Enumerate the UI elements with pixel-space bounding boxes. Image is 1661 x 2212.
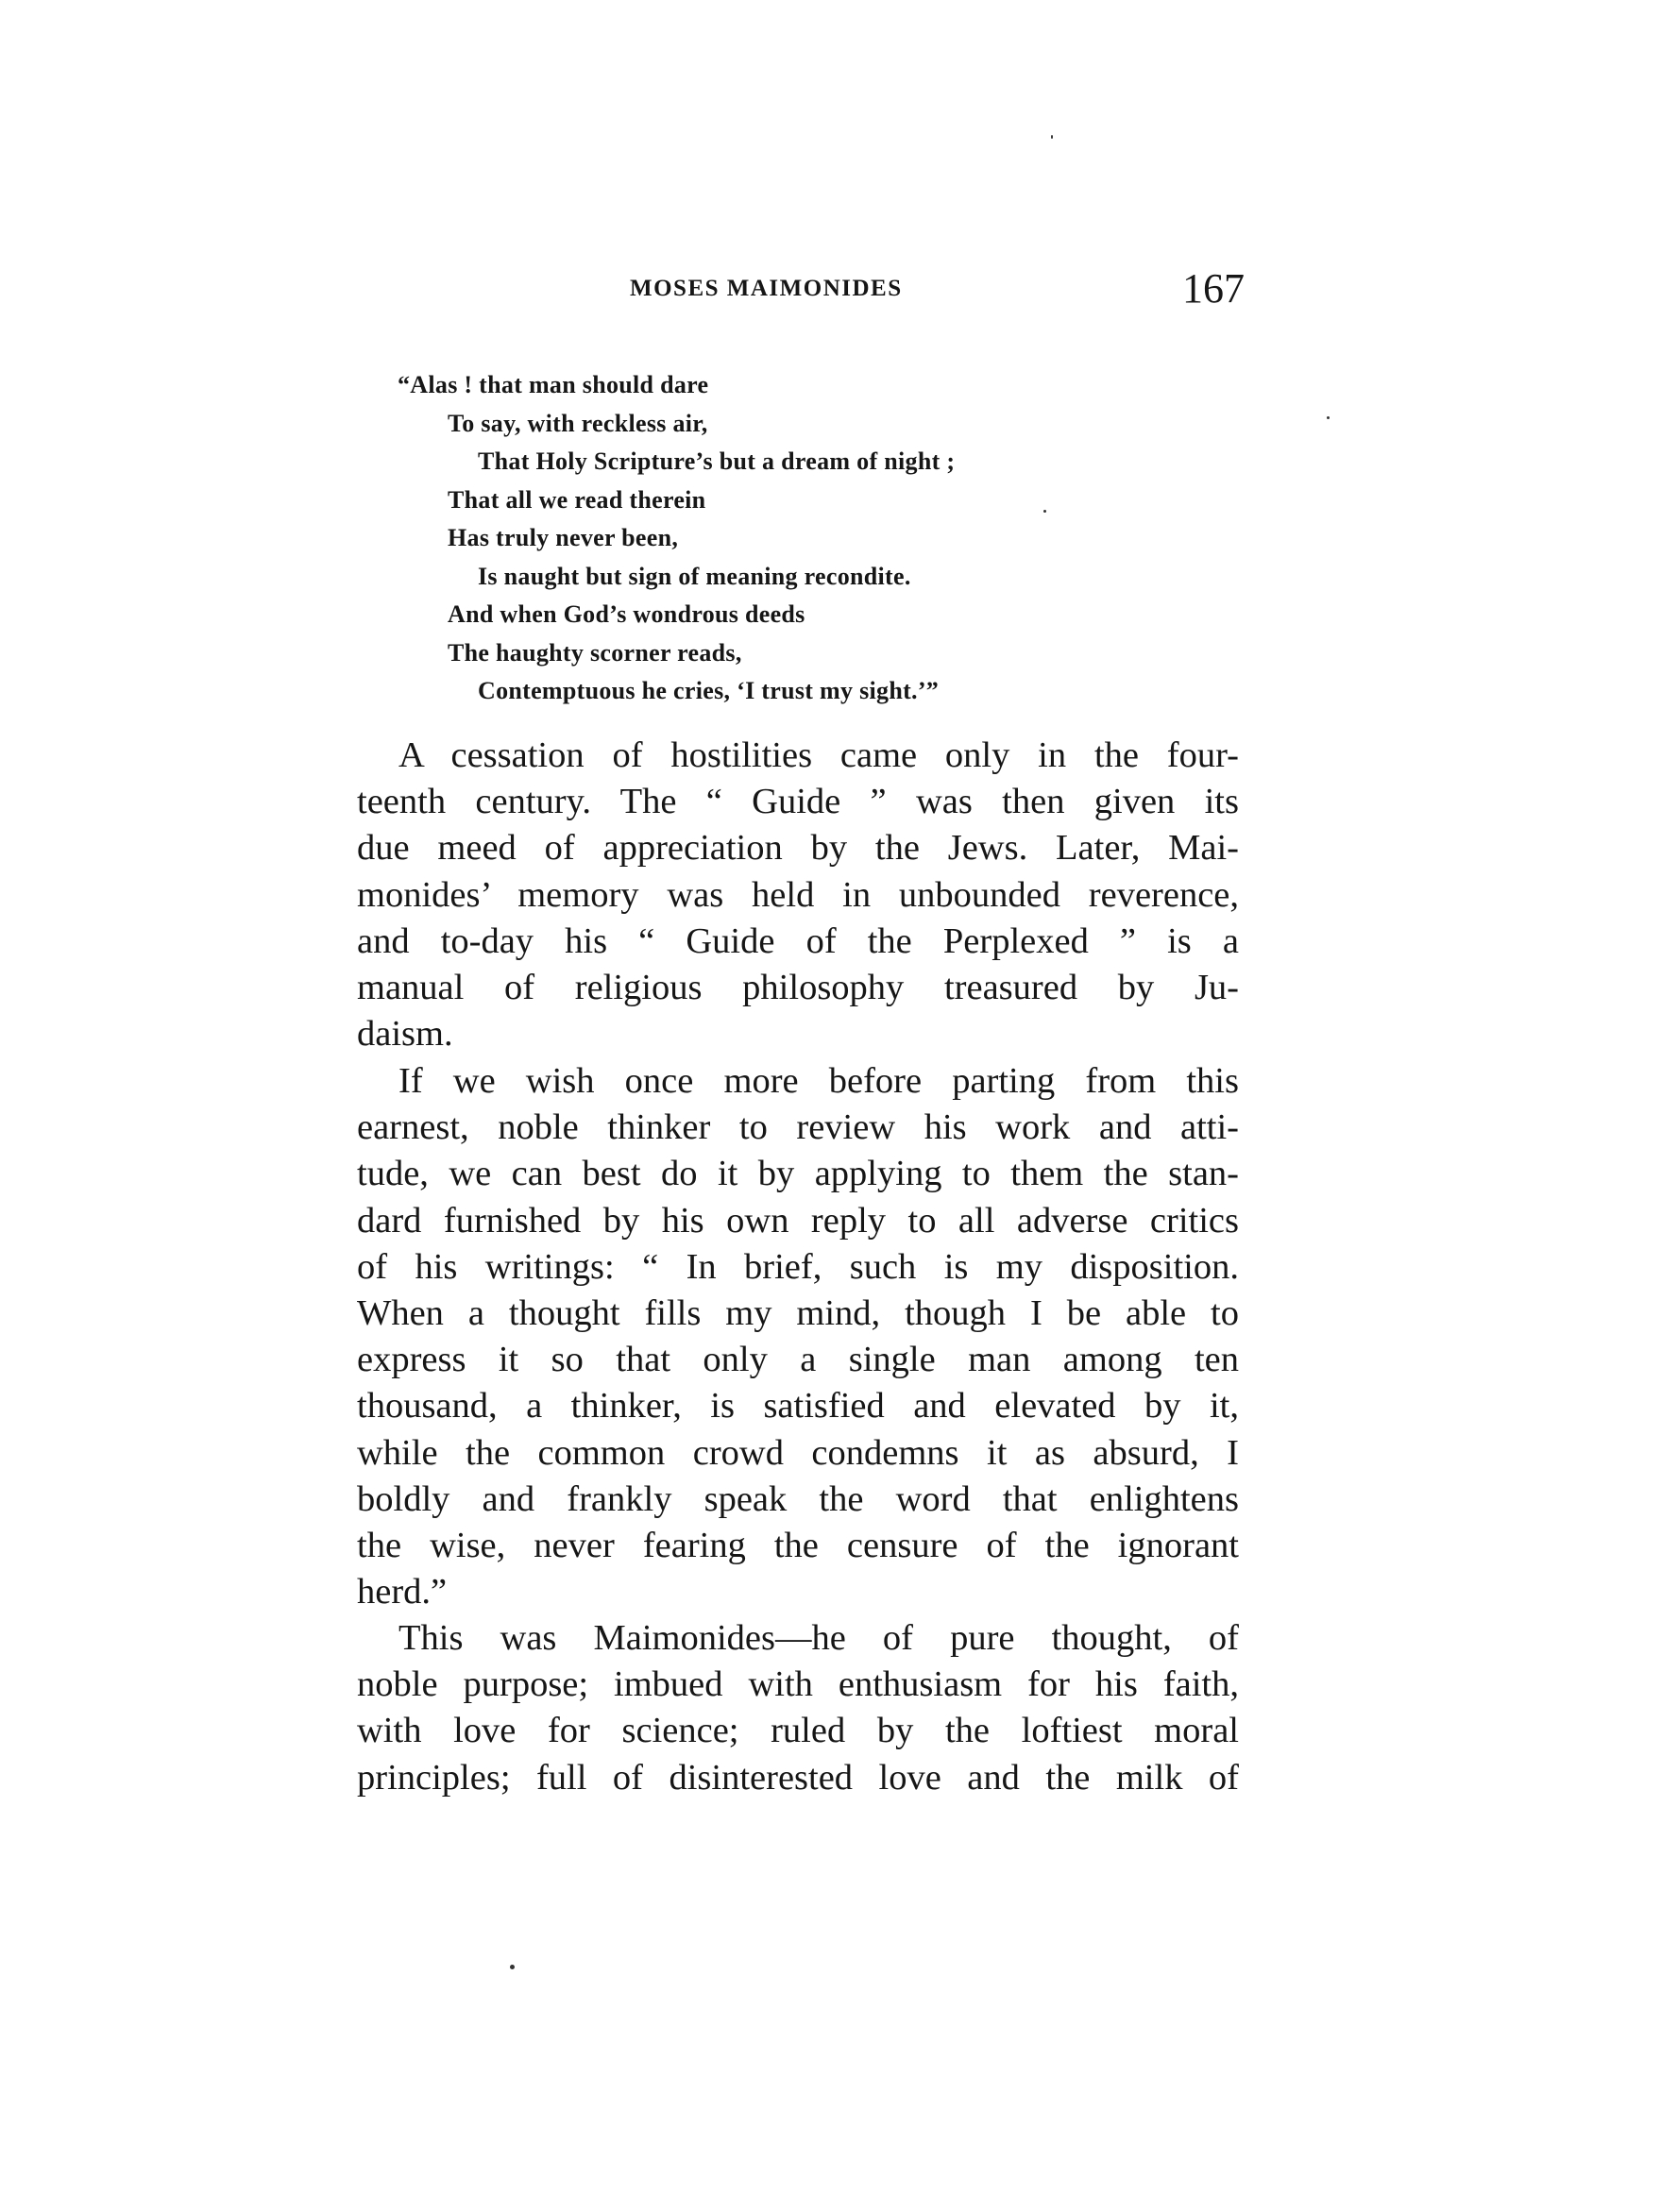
page-number: 167: [1182, 265, 1245, 312]
text-line: while the common crowd condemns it as absurd, I: [357, 1432, 1239, 1473]
text-line: daism.: [357, 1014, 453, 1055]
text-line: When a thought fills my mind, though I be able to: [357, 1293, 1239, 1334]
text-line: teenth century. The “ Guide ” was then given its: [357, 782, 1239, 822]
text-line: earnest, noble thinker to review his work and atti-: [357, 1107, 1239, 1148]
poem-line: Is naught but sign of meaning recondite.: [478, 562, 911, 590]
scan-speck: [1043, 510, 1046, 513]
text-line: of his writings: “ In brief, such is my disposition.: [357, 1246, 1239, 1287]
poem-line: The haughty scorner reads,: [448, 638, 742, 667]
poem-quotation: [398, 366, 955, 711]
paragraph-2: [357, 1058, 1239, 1615]
poem-line: Has truly never been,: [448, 524, 679, 551]
text-line: A cessation of hostilities came only in the four-: [398, 735, 1239, 775]
text-line: monides’ memory was held in unbounded reverence,: [357, 874, 1239, 915]
scan-speck: [510, 1965, 515, 1969]
text-line: dard furnished by his own reply to all adverse critics: [357, 1200, 1239, 1241]
poem-line: That all we read therein: [448, 485, 706, 514]
paragraph-3: [357, 1615, 1239, 1801]
paragraph-1: [357, 733, 1239, 1057]
text-line: This was Maimonides—he of pure thought, of: [398, 1618, 1239, 1658]
text-line: with love for science; ruled by the loftiest moral: [357, 1711, 1239, 1751]
text-line: boldly and frankly speak the word that enlightens: [357, 1478, 1239, 1519]
text-line: noble purpose; imbued with enthusiasm for his faith,: [357, 1664, 1239, 1705]
text-line: principles; full of disinterested love and the milk of: [357, 1757, 1239, 1798]
poem-line: “Alas ! that man should dare: [398, 371, 709, 398]
poem-line: To say, with reckless air,: [448, 409, 708, 437]
scan-speck: [1327, 416, 1330, 419]
header-title: MOSES MAIMONIDES: [630, 276, 903, 301]
poem-line: And when God’s wondrous deeds: [448, 600, 805, 628]
text-line: If we wish once more before parting from this: [398, 1061, 1239, 1101]
text-line: express it so that only a single man among ten: [357, 1340, 1239, 1380]
text-line: tude, we can best do it by applying to them the stan-: [357, 1154, 1239, 1194]
text-line: herd.”: [357, 1572, 448, 1613]
poem-line: Contemptuous he cries, ‘I trust my sight.’”: [478, 677, 940, 704]
text-line: manual of religious philosophy treasured by Ju-: [357, 968, 1239, 1008]
text-line: and to-day his “ Guide of the Perplexed ” is a: [357, 920, 1239, 961]
poem-line: That Holy Scripture’s but a dream of night ;: [478, 447, 956, 475]
text-line: the wise, never fearing the censure of the ignorant: [357, 1526, 1239, 1566]
text-line: thousand, a thinker, is satisfied and elevated by it,: [357, 1386, 1239, 1427]
text-line: due meed of appreciation by the Jews. Later, Mai-: [357, 828, 1239, 869]
scan-speck: [1051, 135, 1053, 139]
